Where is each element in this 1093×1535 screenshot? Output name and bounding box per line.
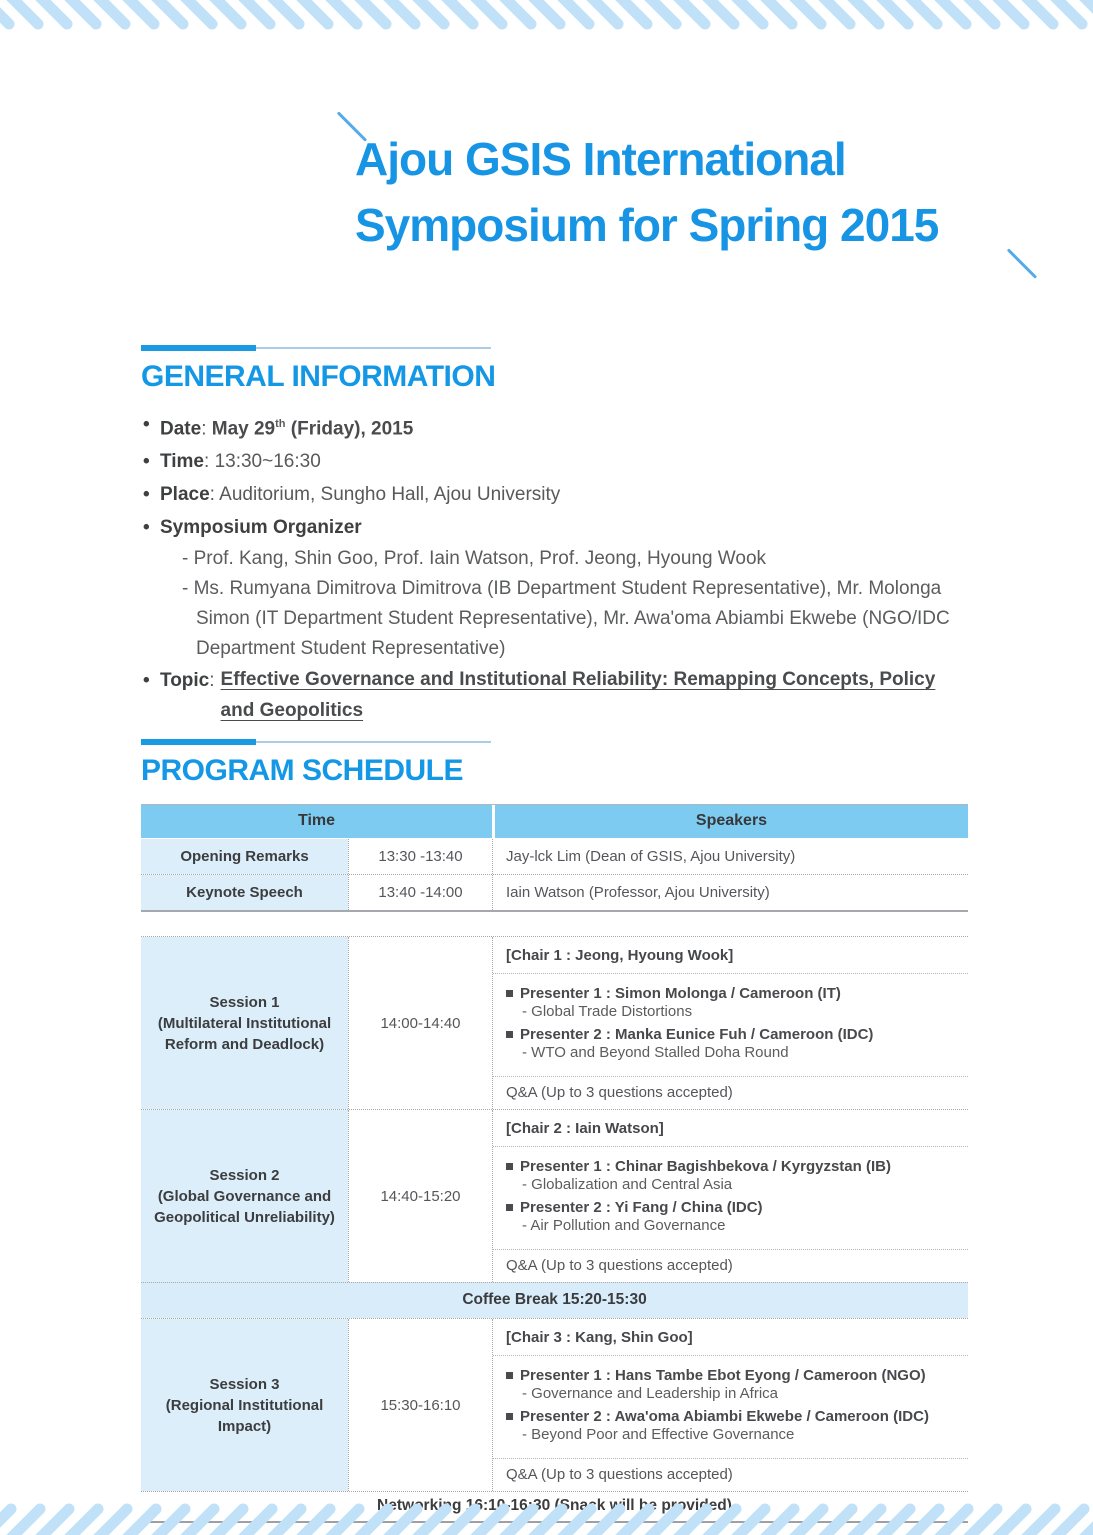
rule-solid-segment (141, 345, 256, 351)
time-label: Time (160, 451, 205, 473)
session-qa: Q&A (Up to 3 questions accepted) (493, 1076, 968, 1109)
place-separator: : (209, 484, 220, 506)
table-row (141, 874, 968, 910)
session-time: 15:30-16:10 (348, 1319, 492, 1491)
session-row-3 (141, 1318, 968, 1491)
presenter-title: Presenter 1 : Simon Molonga / Cameroon (IT) (506, 985, 968, 1002)
session-qa: Q&A (Up to 3 questions accepted) (493, 1458, 968, 1491)
general-information-list (141, 408, 968, 726)
session-row-2 (141, 1109, 968, 1282)
row-speaker: Iain Watson (Professor, Ajou University) (492, 875, 968, 910)
rule-light-segment (256, 741, 491, 743)
schedule-table-sessions (141, 936, 968, 1523)
presenter-title: Presenter 1 : Chinar Bagishbekova / Kyrgyzstan (IB) (506, 1158, 968, 1175)
rule-light-segment (256, 347, 491, 349)
bullet-square-icon (506, 1372, 513, 1379)
presenter-entry (506, 1367, 968, 1402)
presenter-topic: - WTO and Beyond Stalled Doha Round (522, 1044, 789, 1061)
info-item-date (141, 408, 968, 445)
session-subtitle: (Multilateral Institutional Reform and Deadlock) (157, 1014, 332, 1053)
general-information-heading: GENERAL INFORMATION (141, 360, 496, 393)
bullet-square-icon (506, 1163, 513, 1170)
session-label (141, 937, 348, 1109)
bullet-square-icon (506, 1204, 513, 1211)
time-value: 13:30~16:30 (214, 451, 321, 473)
info-item-organizer (141, 511, 968, 664)
presenter-topic: - Beyond Poor and Effective Governance (522, 1426, 795, 1443)
table-header-row (141, 805, 968, 838)
row-time: 13:30 -13:40 (348, 839, 492, 874)
organizer-label: Symposium Organizer (160, 517, 362, 539)
session-time: 14:00-14:40 (348, 937, 492, 1109)
session-presenters (493, 973, 968, 1076)
diagonal-stripes-bottom-icon (0, 1497, 1093, 1535)
session-label (141, 1319, 348, 1491)
session-label (141, 1110, 348, 1282)
info-item-place (141, 478, 968, 511)
presenter-entry (506, 985, 968, 1020)
coffee-break-row: Coffee Break 15:20-15:30 (141, 1282, 968, 1318)
general-information-section (141, 344, 968, 726)
info-item-time (141, 445, 968, 478)
presenter-entry (506, 1158, 968, 1193)
presenter-topic: - Governance and Leadership in Africa (522, 1385, 778, 1402)
row-label: Keynote Speech (141, 875, 348, 910)
session-speakers (492, 1110, 968, 1282)
schedule-table-opening (141, 804, 968, 912)
presenter-topic: - Air Pollution and Governance (522, 1217, 726, 1234)
presenter-entry (506, 1026, 968, 1061)
program-schedule-section (141, 738, 968, 1523)
title-line-2: Symposium for Spring 2015 (355, 199, 939, 251)
row-speaker: Jay-lck Lim (Dean of GSIS, Ajou University) (492, 839, 968, 874)
session-chair: [Chair 1 : Jeong, Hyoung Wook] (506, 947, 734, 964)
title-accent-line-icon (1007, 248, 1037, 278)
date-value-rest: (Friday), 2015 (285, 418, 414, 440)
program-schedule-heading: PROGRAM SCHEDULE (141, 754, 464, 787)
presenter-title: Presenter 2 : Manka Eunice Fuh / Cameroon (IDC) (506, 1026, 968, 1043)
presenter-title: Presenter 2 : Awa'oma Abiambi Ekwebe / Cameroon (IDC) (506, 1408, 968, 1425)
info-item-topic (141, 664, 968, 726)
presenter-topic: - Globalization and Central Asia (522, 1176, 733, 1193)
diagonal-stripes-top-icon (0, 0, 1093, 34)
session-qa: Q&A (Up to 3 questions accepted) (493, 1249, 968, 1282)
column-header-time: Time (297, 812, 336, 829)
presenter-topic: - Global Trade Distortions (522, 1003, 693, 1020)
session-chair: [Chair 3 : Kang, Shin Goo] (506, 1329, 693, 1346)
topic-label: • Topic: (141, 664, 215, 726)
column-header-speakers: Speakers (492, 805, 968, 838)
row-label: Opening Remarks (141, 839, 348, 874)
bullet-square-icon (506, 1413, 513, 1420)
session-time: 14:40-15:20 (348, 1110, 492, 1282)
table-row (141, 838, 968, 874)
date-ordinal-suffix: th (275, 418, 286, 430)
session-speakers (492, 1319, 968, 1491)
session-chair: [Chair 2 : Iain Watson] (506, 1120, 664, 1137)
section-rule (141, 344, 491, 352)
time-separator: : (204, 451, 215, 473)
presenter-title: Presenter 1 : Hans Tambe Ebot Eyong / Cameroon (NGO) (506, 1367, 968, 1384)
session-subtitle: (Global Governance and Geopolitical Unreliability) (154, 1187, 335, 1226)
session-subtitle: (Regional Institutional Impact) (165, 1396, 324, 1435)
topic-value: Effective Governance and Institutional Reliability: Remapping Concepts, Policy and Geopolitics (220, 669, 936, 722)
session-name: Session 2 (209, 1166, 280, 1184)
presenter-title: Presenter 2 : Yi Fang / China (IDC) (506, 1199, 968, 1216)
presenter-entry (506, 1199, 968, 1234)
section-rule (141, 738, 491, 746)
session-name: Session 3 (209, 1375, 280, 1393)
session-presenters (493, 1355, 968, 1458)
date-separator: : (201, 418, 212, 440)
place-value: Auditorium, Sungho Hall, Ajou University (219, 484, 561, 506)
rule-solid-segment (141, 739, 256, 745)
bullet-square-icon (506, 1031, 513, 1038)
organizer-line: - Ms. Rumyana Dimitrova Dimitrova (IB Department Student Representative), Mr. Molonga Simon (IT Department Student Representative), Mr. Awa'oma Abiambi Ekwebe (NGO/IDC Department Student Representative) (182, 578, 950, 660)
date-label: Date (160, 418, 202, 440)
place-label: Place (160, 484, 210, 506)
date-value: May 29 (211, 418, 276, 440)
page-title (355, 126, 938, 258)
row-time: 13:40 -14:00 (348, 875, 492, 910)
session-name: Session 1 (209, 993, 280, 1011)
organizer-line: - Prof. Kang, Shin Goo, Prof. Iain Watson, Prof. Jeong, Hyoung Wook (182, 548, 767, 570)
presenter-entry (506, 1408, 968, 1443)
session-speakers (492, 937, 968, 1109)
title-line-1: Ajou GSIS International (355, 133, 846, 185)
session-row-1 (141, 937, 968, 1109)
bullet-square-icon (506, 990, 513, 997)
session-presenters (493, 1146, 968, 1249)
